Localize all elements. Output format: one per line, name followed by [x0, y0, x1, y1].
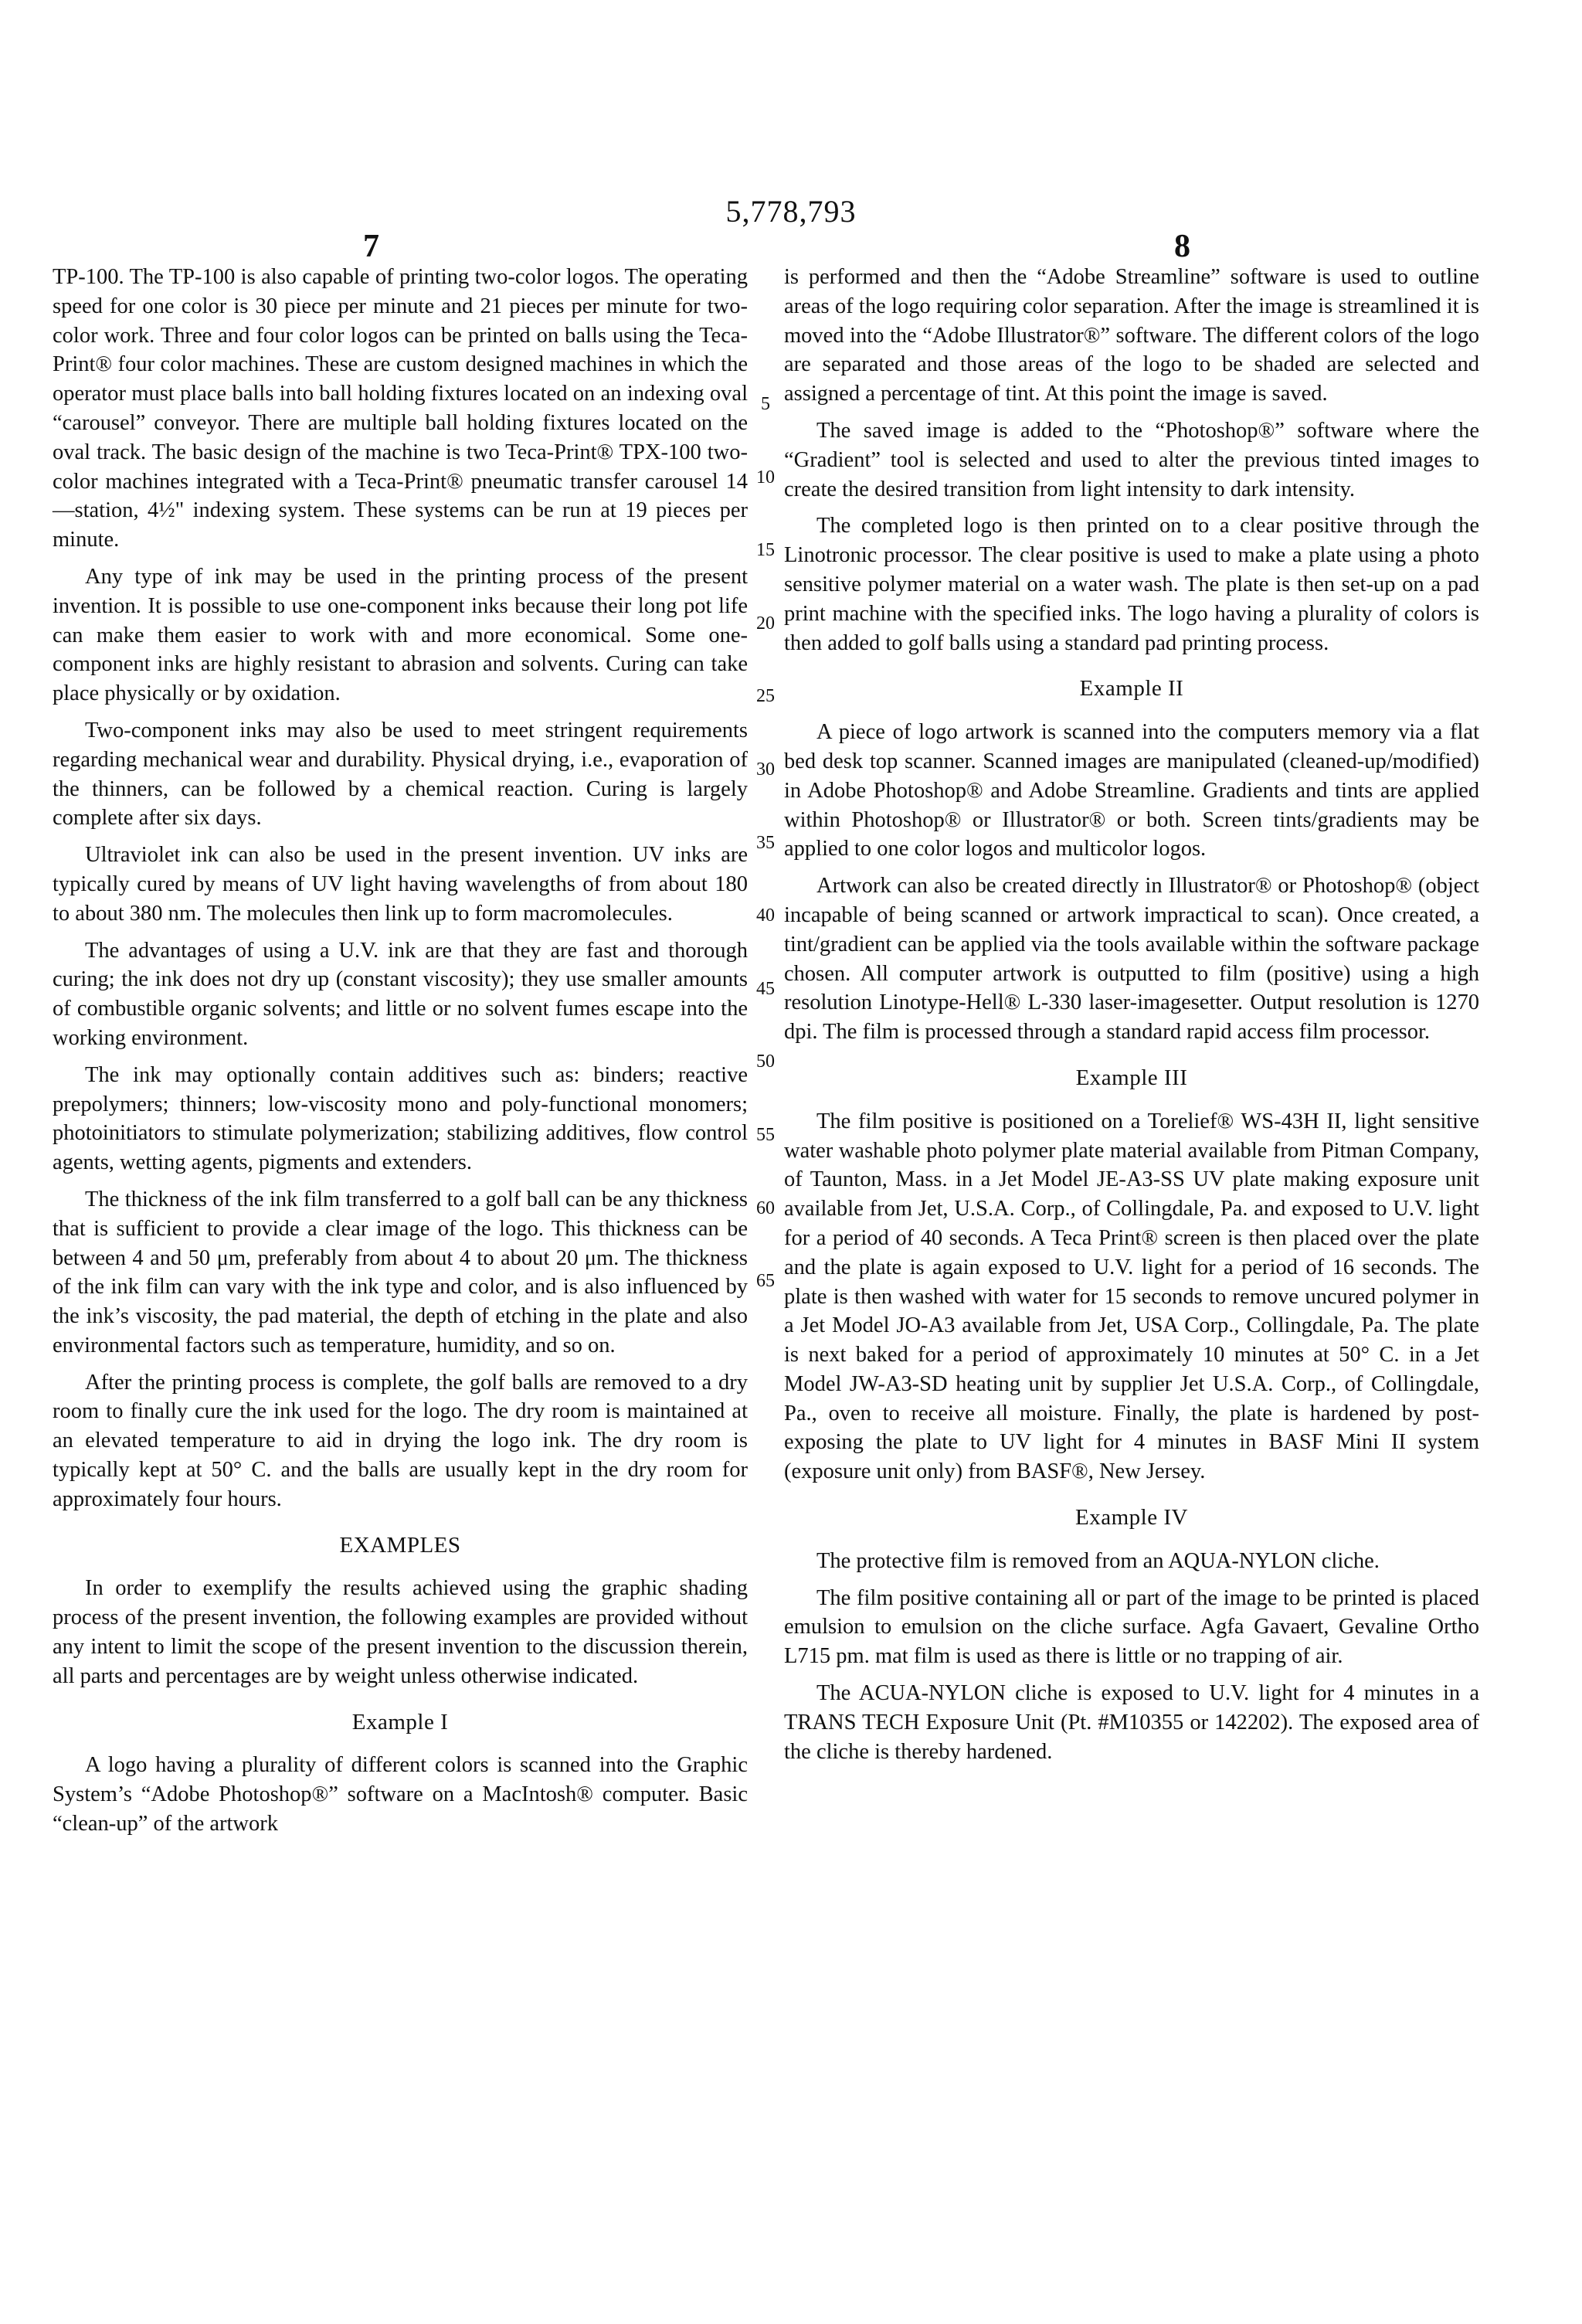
left-paragraph: Two-component inks may also be used to meet stringent requirements regarding mechanical wear and durability. Physical drying, i.e., evaporation of the thinners, can be followed by a chemical reaction. Curing is largely complete after six days. [53, 718, 748, 831]
line-number: 10 [756, 467, 775, 488]
line-number: 5 [761, 394, 770, 414]
left-paragraph: A logo having a plurality of different colors is scanned into the Graphic System’s “Adobe Photoshop®” software on a MacIntosh® computer. Basic “clean-up” of the artwork [53, 1753, 748, 1836]
left-paragraph: In order to exemplify the results achieved using the graphic shading process of the present invention, the following examples are provided without any intent to limit the scope of the present invention to the discussion therein, all parts and percentages are by weight unless otherwise indicated. [53, 1576, 748, 1688]
page-header [0, 193, 1582, 263]
right-paragraph: A piece of logo artwork is scanned into the computers memory via a flat bed desk top scanner. Scanned images are manipulated (cleaned-up/modified) in Adobe Photoshop® and Adobe Streamline. Gradients and tints are applied within Photoshop® or Illustrator® or both. Screen tints/gradients may be applied to one color logos and multicolor logos. [784, 720, 1479, 861]
right-section-heading: Example IV [1075, 1505, 1188, 1531]
left-column [53, 263, 748, 1847]
page-number-left: 7 [363, 229, 379, 264]
line-number: 40 [756, 905, 775, 926]
line-number: 30 [756, 759, 775, 780]
right-paragraph: Artwork can also be created directly in Illustrator® or Photoshop® (object incapable of being scanned or artwork impractical to scan). Once created, a tint/gradient can be applied via the tools available within the software package chosen. All computer artwork is outputted to film (positive) using a high resolution Linotype-Hell® L-330 laser-imagesetter. Output resolution is 1270 dpi. The film is processed through a standard rapid access film processor. [784, 874, 1479, 1045]
left-paragraph: The advantages of using a U.V. ink are that they are fast and thorough curing; the ink does not dry up (constant viscosity); they use smaller amounts of combustible organic solvents; and little or no solvent fumes escape into the working environment. [53, 938, 748, 1050]
right-paragraph: The film positive containing all or part of the image to be printed is placed emulsion to emulsion on the cliche surface. Agfa Gavaert, Gevaline Ortho L715 pm. mat film is used as there is little or no trapping of air. [784, 1585, 1479, 1669]
left-paragraph: The thickness of the ink film transferred to a golf ball can be any thickness that is sufficient to provide a clear image of the logo. This thickness can be between 4 and 50 μm, preferably from about 4 to about 20 μm. The thickness of the ink film can vary with the ink type and color, and is also influenced by the ink’s viscosity, the pad material, the depth of etching in the plate and also environmental factors such as temperature, humidity, and so on. [53, 1187, 748, 1357]
right-section-heading: Example II [1079, 676, 1184, 702]
right-section-heading: Example III [1075, 1065, 1188, 1090]
left-paragraph: After the printing process is complete, the golf balls are removed to a dry room to finally cure the ink used for the logo. The dry room is maintained at an elevated temperature to aid in drying the logo ink. The dry room is typically kept at 50° C. and the balls are usually kept in the dry room for approximately four hours. [53, 1370, 748, 1511]
line-number: 15 [756, 540, 775, 561]
right-paragraph: The protective film is removed from an AQUA-NYLON cliche. [816, 1548, 1380, 1573]
patent-number: 5,778,793 [725, 194, 857, 229]
left-paragraph: Ultraviolet ink can also be used in the present invention. UV inks are typically cured by means of UV light having wavelengths of from about 180 to about 380 nm. The molecules then link up to form macromolecules. [53, 843, 748, 926]
line-number: 25 [756, 686, 775, 707]
page-number-right: 8 [1174, 229, 1190, 264]
left-section-heading: EXAMPLES [339, 1532, 461, 1558]
right-paragraph: The saved image is added to the “Photoshop®” software where the “Gradient” tool is selected and used to alter the previous tinted images to create the desired transition from light intensity to dark intensity. [784, 418, 1479, 501]
right-paragraph: The ACUA-NYLON cliche is exposed to U.V. light for 4 minutes in a TRANS TECH Exposure Unit (Pt. #M10355 or 142202). The exposed area of the cliche is thereby hardened. [784, 1681, 1479, 1764]
line-number: 60 [756, 1198, 775, 1218]
left-section-heading: Example I [351, 1709, 449, 1735]
right-column [784, 263, 1479, 1774]
line-number: 35 [756, 832, 775, 853]
left-paragraph: Any type of ink may be used in the printing process of the present invention. It is possible to use one-component inks because their long pot life can make them easier to work with and more economical. Some one-component inks are highly resistant to abrasion and solvents. Curing can take place physically or by oxidation. [53, 564, 748, 706]
left-paragraph: TP-100. The TP-100 is also capable of printing two-color logos. The operating speed for one color is 30 piece per minute and 21 pieces per minute for two-color work. Three and four color logos can be printed on balls using the Teca-Print® four color machines. These are custom designed machines in which the operator must place balls into ball holding fixtures located on an indexing oval “carousel” conveyor. There are multiple ball holding fixtures located on the oval track. The basic design of the machine is two Teca-Print® TPX-100 two-color machines integrated with a Teca-Print® pneumatic transfer carousel 14—station, 4½" indexing system. These systems can be run at 19 pieces per minute. [53, 265, 748, 552]
right-paragraph: is performed and then the “Adobe Streamline” software is used to outline areas of the logo requiring color separation. After the image is streamlined it is moved into the “Adobe Illustrator®” software. The different colors of the logo are separated and those areas of the logo to be shaded are selected and assigned a percentage of tint. At this point the image is saved. [784, 265, 1479, 406]
line-number: 65 [756, 1271, 775, 1292]
line-number: 55 [756, 1125, 775, 1145]
line-number: 20 [756, 613, 775, 634]
left-paragraph: The ink may optionally contain additives such as: binders; reactive prepolymers; thinners; low-viscosity mono and poly-functional monomers; photoinitiators to stimulate polymerization; stabilizing additives, flow control agents, wetting agents, pigments and extenders. [53, 1062, 748, 1175]
line-number: 45 [756, 978, 775, 999]
right-paragraph: The film positive is positioned on a Torelief® WS-43H II, light sensitive water washable photo polymer plate material available from Pitman Company, of Taunton, Mass. in a Jet Model JE-A3-SS UV plate making exposure unit available from Jet, U.S.A. Corp., of Collingdale, Pa. and exposed to U.V. light for a period of 40 seconds. A Teca Print® screen is then placed over the plate and the plate is again exposed to U.V. light for a period of 16 seconds. The plate is then washed with water for 15 seconds to remove uncured polymer in a Jet Model JO-A3 available from Jet, USA Corp., Collingdale, Pa. The plate is next baked for a period of approximately 10 minutes at 50° C. in a Jet Model JW-A3-SD heating unit by supplier Jet U.S.A. Corp., of Collingdale, Pa., oven to receive all moisture. Finally, the plate is hardened by post-exposing the plate to UV light for 4 minutes in BASF Mini II system (exposure unit only) from BASF®, New Jersey. [784, 1109, 1479, 1484]
right-paragraph: The completed logo is then printed on to a clear positive through the Linotronic processor. The clear positive is used to make a plate using a photo sensitive polymer material on a water wash. The plate is then set-up on a pad print machine with the specified inks. The logo having a plurality of colors is then added to golf balls using a standard pad printing process. [784, 514, 1479, 655]
line-number: 50 [756, 1052, 775, 1072]
